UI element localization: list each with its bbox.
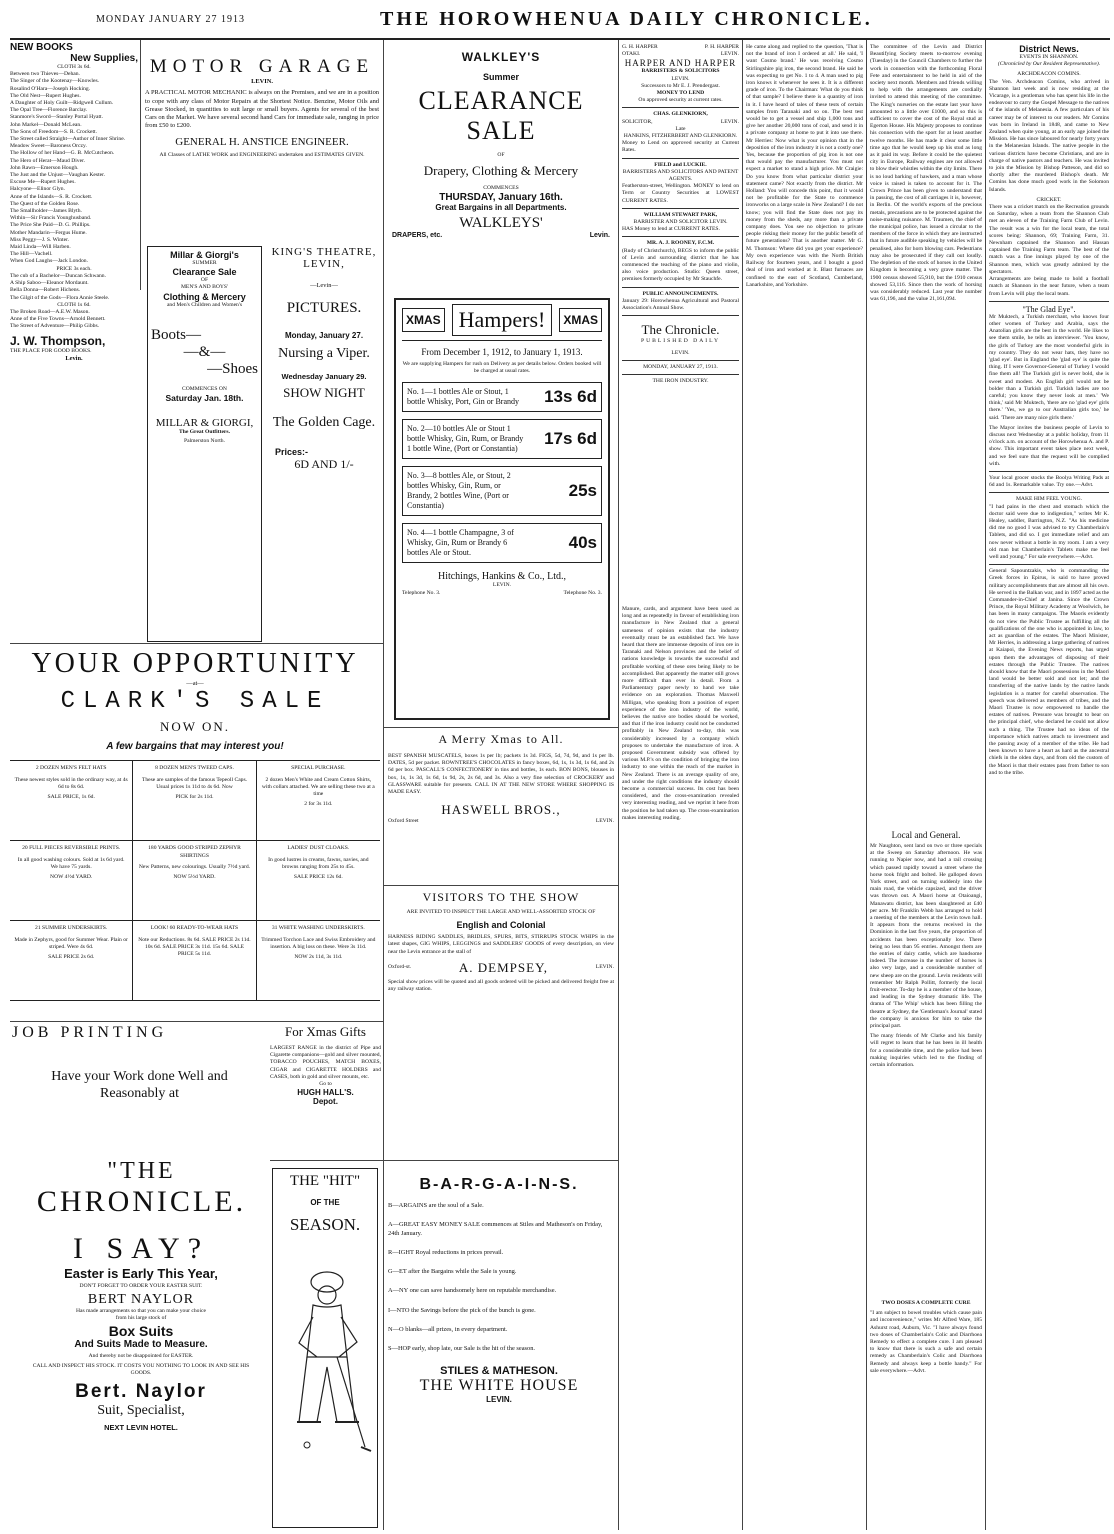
sale-item-body: In all good washing colours. Sold at 1s 6d yard. We have 75 yards. xyxy=(17,856,125,870)
professional-column xyxy=(622,44,739,604)
sale-item-body: Trimmed Torchon Lace and Swiss Embroidery and insertion. A big loss on these. Were 3s 11d. xyxy=(261,936,376,950)
local-title: Local and General. xyxy=(891,830,961,840)
new-books-ad xyxy=(10,42,138,362)
hamper-item xyxy=(402,419,602,459)
editorial-heading: THE IRON INDUSTRY. xyxy=(652,377,709,384)
job-printing-ad xyxy=(12,1024,267,1134)
naylor-call: CALL AND INSPECT HIS STOCK. IT COSTS YOU NOTHING TO LOOK IN AND SEE HIS GOODS. xyxy=(32,1362,250,1377)
bargains-title: B-A-R-G-A-I-N-S. xyxy=(419,1176,579,1193)
lucking-role: BARRISTERS AND SOLICITORS AND PATENT AGENTS. xyxy=(622,168,739,183)
book-title: A Ship Saboo—Eleanor Mordaunt. xyxy=(10,280,89,287)
local-body: The many friends of Mr Clarke and his family will regret to learn that he has been in ill health for a considerable time, and the police had been making inquiries which led to the finding of certain information. xyxy=(870,1033,982,1069)
hampers-tel: Telephone No. 3. xyxy=(563,589,602,596)
book-title: The Just and the Unjust—Vaughan Kester. xyxy=(10,172,106,179)
garage-body: A PRACTICAL MOTOR MECHANIC is always on the Premises, and we are in a position to cope with any class of Motor Repairs at the Shortest Notice. Benzine, Motor Oils and Grease Stocked, in quantities to suit large or small buyers. Agents for several of the best Cars on the Market. We have several second hand Cars for immediate sale, ranging in price from £50 to £200. xyxy=(145,89,379,130)
park-money: HAS Money to lend at CURRENT RATES. xyxy=(622,226,720,233)
merry-firm: HASWELL BROS., xyxy=(441,802,561,818)
book-title: The Hollow of her Hand—G. B. McCutcheon. xyxy=(10,150,115,157)
garage-town: LEVIN. xyxy=(251,78,273,85)
lucking-name: FIELD and LUCKIE. xyxy=(654,161,707,168)
theatre-pictures: PICTURES. xyxy=(286,300,362,317)
sale-item-body: In good lustres in creams, fawns, navies, and browns ranging from 25s to 45s. xyxy=(268,856,369,870)
book-title: The Opal Tree—Florence Barclay. xyxy=(10,107,88,114)
sale-item-head: SPECIAL PURCHASE. xyxy=(291,765,346,772)
visitors-body: HARNESS RIDING SADDLES, BRIDLES, SPURS, BITS, STIRRUPS STOCK WHIPS in the latest shapes, GIG WHIPS, LEGGINGS and SADDLERS' GOODS of every description, on view near the Levin entrance at the stall of xyxy=(388,934,614,955)
bargain-line: S—HOP early, shop late, our Sale is the hit of the season. xyxy=(388,1345,536,1353)
walkleys-name: WALKLEYS' xyxy=(459,215,543,232)
visitors-town: LEVIN. xyxy=(595,964,614,971)
walkleys-summer: Summer xyxy=(482,72,519,82)
masthead-rule xyxy=(10,38,1110,40)
sale-item-body: Note our Reductions. 8s 6d. SALE PRICE 2s 11d. 10s 6d. SALE PRICE 3s 11d. 15s 6d. SALE PRICE 5s 11d. xyxy=(138,936,251,957)
district-events: EVENTS IN SHANNON. xyxy=(1019,54,1079,60)
chronicle-name: CHRONICLE. xyxy=(36,1185,247,1218)
sale-item-head: 20 FULL PIECES REVERSIBLE PRINTS. xyxy=(22,845,121,852)
rooney-name: MR. A. J. ROONEY, F.C.M. xyxy=(646,240,715,247)
chronicle-the: "THE xyxy=(107,1158,176,1184)
divider xyxy=(384,885,618,886)
naylor-title: I SAY? xyxy=(72,1232,210,1265)
district-body: Mr Muktech, a Turkish merchant, who knows four other women of Turkey and Arabia, says the Anatolian girls are the best in the world. He likes to see them smile, he tells an interviewer. 'You know, the girls of Turkey are the most wonderful girls in my country. They do not wear hats, they have no 'glad eye'. But in England the 'glad eye' is quite the thing. If I were Governor-General of Turkey I would fine them all! The Turkish girl is never bold, she is sweet and modest. An English girl would not be bolder than a Turkish girl. Turkish ladies are too careful; you know they never look at men.' 'We think,' said Mr Muktech, 'there are no 'glad eye' girls there.' 'Yes, we go to our Australian girls too,' he said. 'There are many nice girls there.' xyxy=(989,313,1109,421)
harper-town: OTAKI. xyxy=(622,51,641,58)
visitors-ad xyxy=(388,890,614,1040)
merry-town: LEVIN. xyxy=(595,818,614,825)
merry-body: BEST SPANISH MUSCATELS, boxes 1s per lb; packets 1s 3d. FIGS, 5d, 7d, 9d, and 1s per lb. DATES, 5d per packet. ROWNTREE'S CHOCOLATES in fancy boxes, 6d, 1s, 1s 3d, 1s 6d, and 2s 6d per box. PASCALL'S CONFECTIONERY in tins and bottles, 1s each. BON BONS, blouses in box, 1s, 1s 3d, 1s 6d, 1s 9d, 2s, 2s 6d, and 3s. Also a very fine selection of CROCKERY and GLASSWARE suitable for presents. CALL IN AT THE NEW STORE WHERE SHOPPING IS MADE EASY. xyxy=(388,753,614,796)
walkleys-commences: COMMENCES xyxy=(483,185,519,192)
hampers-side: XMAS xyxy=(559,308,602,332)
garage-footer: All Classes of LATHE WORK and ENGINEERING undertaken and ESTIMATES GIVEN. xyxy=(159,151,365,158)
book-title: The Gilgit of the Gods—Flora Annie Steele. xyxy=(10,294,110,301)
editorial-text: He came along and replied to the question, 'That is not the brand of iron I ordered at all.' He said, 'I want Cosmo brand.' He was receiving Cosmo Stirlingshire pig iron, the second brand. He said he was expecting to get No. 1 to 4. A man used to pig iron knows it whenever he sees it. It is a different grade of iron. To the Chairman: What do you think of that sample? I believe there is a quantity of iron in it. I have heard of tales of these tests of certain samples from Taranaki and so on. The best test would be to get a vessel and ship 1,000 tons and give her another 20,000 tons of coal, and send it in a private company at home to put it into use there. Mr Herries: Now what is your opinion that in the deposition of the iron industry it is not a costly one? Yes, because the proportion of pig iron is not one that would pay the manufacturer. You must not expect a market to stand a high price. Mr Craigie: Do you know from what particular district your statement came? Not exactly from the district. Mr Holland: You will concede this point, that it would not be profitable for the State to commence ironworks on a large scale in New Zealand? I do not know; you will find the State does not pay its money from the sheds, any more than a private company does. You see no objection to private people risking their money for the public benefit of future generations? That is another matter. Mr G. M. Thomson: Where did you get your experience? My own experience was with the North British Railway for fourteen years, and I bought a good deal of iron and worked at it. Blast furnaces are confined to the east of Scotland, Cumberland, Lanarkshire, and Yorkshire. xyxy=(746,44,864,288)
book-list xyxy=(10,273,138,302)
district-sub: CRICKET. xyxy=(1036,196,1062,203)
harper-role: BARRISTERS & SOLICITORS xyxy=(641,68,720,75)
clarks-at: —at— xyxy=(186,680,204,687)
sale-item-price: NOW 2s 11d, 3s 11d. xyxy=(294,953,343,960)
harper-town: LEVIN. xyxy=(671,75,690,82)
theatre-film: Nursing a Viper. xyxy=(278,346,370,362)
seller-name: J. W. Thompson, xyxy=(10,333,106,348)
clarks-sale-ad xyxy=(10,648,380,1020)
theatre-date: Wednesday January 29. xyxy=(281,372,367,382)
district-sub: MAKE HIM FEEL YOUNG. xyxy=(1015,496,1083,503)
hamper-item xyxy=(402,466,602,516)
book-list xyxy=(10,309,138,331)
two-doses-body: "I am subject to bowel troubles which cause pain and inconvenience," writes Mr Alfred Ware, 185 Ashurst road, Auburn, Vic. "I have always found two doses of Chamberlain's Colic and Diarrhoea Remedy to effect a complete cure. I am pleased to know that there is such a safe and certain remedy as Chamberlain's Colic and Diarrhoea Remedy and always keep a bottle handy." For sale everywhere.—Advt. xyxy=(870,1310,982,1374)
mg-title: Millar & Giorgi's xyxy=(170,250,239,260)
col-rule xyxy=(618,40,619,1530)
district-body: The Ven. Archdeacon Comins, who arrived in Shannon last week and is now residing at the Vicarage, is a gentleman who has spent his life in the endeavour to carry the Gospel Message to the natives of the islands of Melanesia. A few particulars of his career may be of interest to our readers. Mr Comins was born in Ireland in 1848, and came to New Zealand when quite young, at an early age joined the Mission. He has since laboured for nearly forty years in the Melanesian Islands. The native people in the various districts have become Christians, and are in charge of native pastors and teachers. He was invited to join the Mission by Bishop Patteson, and did so shortly after the murdered Bishop's death. Mr Comins has done much good work in the Solomon Islands. xyxy=(989,78,1109,193)
col-rule xyxy=(140,40,141,290)
walkleys-goods: Drapery, Clothing & Mercery xyxy=(423,163,579,179)
sale-item-head: LADIES' DUST CLOAKS. xyxy=(287,845,350,852)
naylor-measure: And Suits Made to Measure. xyxy=(74,1338,208,1350)
price-label: CLOTH 1s 6d. xyxy=(57,301,91,308)
divider xyxy=(384,727,618,728)
lucking-addr: Featherston-street, Wellington. MONEY to lend on Term or Country Securities at LOWEST CURRENT RATES. xyxy=(622,183,739,204)
job-body: Have your Work done Well and Reasonably at xyxy=(51,1069,228,1101)
divider xyxy=(270,1160,618,1161)
harper-name: P. H. HARPER xyxy=(704,44,739,50)
harper-money: MONEY TO LEND xyxy=(656,90,705,97)
public-title: PUBLIC ANNOUNCEMENTS. xyxy=(642,290,719,297)
hamper-contents: No. 3—8 bottles Ale, or Stout, 2 bottles Whisky, Gin, Rum, or Brandy, 2 bottles Wine, (Port or Constantia) xyxy=(407,471,511,511)
golfer-illustration xyxy=(277,1247,373,1457)
district-sub: ARCHDEACON COMINS. xyxy=(1017,71,1081,78)
rooney-body: (Rudy of Christchurch), BEGS to inform the public of Levin and surrounding district that he has commenced the teaching of the piano and violin, also voice production. Studio: Queen street, premises formerly occupied by Mr Stauchfe. xyxy=(622,247,739,283)
district-body: Arrangements are being made to hold a football match at Shannon in the near future, when a team from Levin will play the local team. xyxy=(989,276,1109,297)
bargain-line: G—ET after the Bargains while the Sale is young. xyxy=(388,1268,517,1276)
gifts-depot: Depot. xyxy=(313,1097,338,1107)
sale-item-body: These are samples of the famous Tepeoll Caps. Usual prices 1s 11d to 4s 6d. Now xyxy=(141,776,248,790)
clarks-sale: CLARK'S SALE xyxy=(60,688,330,716)
book-title: The Sons of Freedom—S. R. Crockett. xyxy=(10,128,98,135)
sale-item-body: New Patterns, new colourings. Usually 7½d yard. xyxy=(138,863,251,870)
mg-shoes: —Shoes xyxy=(207,360,258,377)
editorial-text: The committee of the Levin and District Beautifying Society meets to-morrow evening (Tuesday) in the Council Chambers to further the work in connection with the forthcoming Floral Fete and entertainment to be held in aid of the society next month. Members and friends willing to help with the arrangements are cordially invited to attend this meeting of the committee. The King's nurseries on the estate last year have amounted to a little over £1000, and so this is sufficient to cover the cost of the Royal stud at Egerton House. His Majesty proposes to continue his connection with the sport for at least another twelve months. He has made it clear some little time ago that he would keep up his stud as long as it paid its way. Before it could be the quietest city in Europe, Railway engines are not allowed to blow their whistles within the city limits. There is no loud barking of hawkers, and a man whose voice is raised is taken to account for it. The Crown Prince has been given to understand that in passing, the cost of all carriages it is, however, in Berlin. Of the world's exports of the precious metals, precautions are to be protected against the noise-making nuisance. M. Traumen, the chief of the municipal police, has issued a circular to the members of the force in which they are instructed that in future audible speaking by vehicles will be penalised, also for horn blowing cars. Pedestrians may also be prosecuted if they call out loudly. The depletion of the stock of horses in the United Kingdom is becoming a very grave matter. The 1900 census showed 55,910, but the 1910 census showed 53,116. Since then the work of horsing was considerably reduced. Last year the number was 61,196, and the value 21,161,094. xyxy=(870,44,982,303)
hampers-ad xyxy=(394,298,610,720)
two-doses-ad xyxy=(870,1300,982,1530)
hit-ad xyxy=(272,1168,378,1528)
theatre-film: The Golden Cage. xyxy=(272,415,376,431)
harper-town: LEVIN. xyxy=(720,51,739,58)
naylor-specialist: Suit, Specialist, xyxy=(97,1403,185,1419)
sale-item xyxy=(257,761,380,841)
harper-successors: Successors to Mr E. J. Prendergast. xyxy=(641,82,720,89)
hamper-contents: No. 2—10 bottles Ale or Stout 1 bottle Whisky, Gin, Rum, or Brandy 1 bottle Wine, (Port or Constantia) xyxy=(407,424,524,454)
glen-late-firm: HANKINS, FITZHERBERT AND GLENKIORN. xyxy=(623,133,738,140)
xmas-gifts-ad xyxy=(270,1024,381,1156)
naylor-easter: Easter is Early This Year, xyxy=(64,1266,218,1281)
book-title: The Street of Adventure—Philip Gibbs. xyxy=(10,323,100,330)
theatre-date: Monday, January 27. xyxy=(284,331,364,341)
millar-giorgi-ad xyxy=(147,246,262,642)
book-title: The Singer of the Kootenay—Knowles. xyxy=(10,78,100,85)
sale-item-head: 2 DOZEN MEN'S FELT HATS xyxy=(35,765,107,772)
public-body: January 29: Horowhenua Agricultural and Pastoral Association's Annual Show. xyxy=(622,297,739,312)
visitors-footer: Special show prices will be quoted and all goods ordered will be picked and delivered freight free at any railway station. xyxy=(388,978,614,993)
sale-item-body: Made in Zephyrs, good for Summer Wear. Plain or striped. Were 4s 6d. xyxy=(14,936,128,950)
chronicle-sub: PUBLISHED DAILY xyxy=(640,338,720,345)
sale-item-head: LOOK! 60 READY-TO-WEAR HATS xyxy=(150,925,239,932)
hamper-price: 13s 6d xyxy=(544,387,597,407)
book-title: Halcyone—Elinor Glyn. xyxy=(10,186,65,193)
book-title: The Hill—Vachell. xyxy=(10,251,53,258)
masthead xyxy=(0,8,1114,38)
divider xyxy=(10,1021,383,1022)
book-title: John Markel—Donald McLean. xyxy=(10,121,82,128)
new-books-title: NEW BOOKS xyxy=(10,42,73,53)
book-title: The Price She Paid—D. G. Phillips. xyxy=(10,222,91,229)
bargain-line: A—GREAT EASY MONEY SALE commences at Stiles and Matheson's on Friday, 24th January. xyxy=(388,1221,603,1237)
chronicle-date: MONDAY, JANUARY 27, 1913. xyxy=(643,363,718,370)
walkleys-ad xyxy=(388,50,614,270)
book-title: The Street called Straight—Author of Inner Shrine. xyxy=(10,136,126,143)
book-title: Anne of the Islands—S. R. Crockett. xyxy=(10,193,93,200)
book-title: Between two Thieves—Dehan. xyxy=(10,71,80,78)
park-name: WILLIAM STEWART PARK, xyxy=(643,211,718,218)
book-title: Excuse Me—Rupert Hughes. xyxy=(10,179,76,186)
walkleys-date: THURSDAY, January 16th. xyxy=(439,192,563,204)
chronicle-nameplate: The Chronicle. xyxy=(641,322,720,338)
sale-item-head: 21 SUMMER UNDERSKIRTS. xyxy=(35,925,108,932)
mg-amp: —&— xyxy=(183,343,226,360)
price-label: CLOTH 3s 6d. xyxy=(57,64,91,70)
book-title: Meadow Sweet—Baroness Orczy. xyxy=(10,143,87,150)
book-title: Stanmore's Sword—Stanley Portal Hyatt. xyxy=(10,114,103,121)
harper-security: On approved security at current rates. xyxy=(638,97,723,104)
local-body: Mr Naughton, sent land on two or three specials at the Sweep on Saturday afternoon. He was running to Napier now, and had a rail crossing which passed rapidly toward a street where the horse took fright and bolted. He galloped down York street, and on turning suddenly into the main road, the vehicle capsized, and the driver was thrown out. A Maori horse at Otaioangi, Manawatu district, has been slaughtered at £40 per acre. Mr Franklin Webb has arranged to hold a meeting of the members at the Levin town hall. It appears from the returns received in the Dominion in the last five years, the proportion of accidents has been exceptionally low. There being no less than 95 entries. Amongst them are the entries of dairy cattle, which are handsome indeed. The increase in the number of horses is also very large, and a considerable number of new sheep are on the ground. Levin residents will remember Mr Ralph Pollitt, formerly the local fruit-erector. To-day he is a member of the house, and leading in the Sydney dramatic life. The drama of 'The Whip' which has been filling the theatre at Sydney, the 'Gentleman's Journal' stated the company is anxious for him to take the principal part. xyxy=(870,843,982,1030)
naylor-address: NEXT LEVIN HOTEL. xyxy=(104,1423,178,1433)
book-title: The Old Nest—Rupert Hughes. xyxy=(10,92,81,99)
visitors-title: VISITORS TO THE SHOW xyxy=(422,890,580,904)
book-title: The Broken Road—A.E.W. Mason. xyxy=(10,308,90,315)
sale-item-price: SALE PRICE 2s 6d. xyxy=(48,953,95,960)
book-title: The cub of a Bachelor—Duncan Schwann. xyxy=(10,272,106,279)
sale-item-body: These newest styles sold in the ordinary way, at 4s 6d to 8s 6d. xyxy=(14,776,128,790)
book-title: Bella Donna—Robert Hichens. xyxy=(10,287,81,294)
hampers-note: We are supplying Hampers for rush on Delivery as per details below. Orders booked will be charged at usual rates. xyxy=(402,361,602,375)
hampers-firm: Hitchings, Hankins & Co., Ltd., xyxy=(437,571,567,583)
theatre-title: KING'S THEATRE, LEVIN, xyxy=(271,246,377,270)
book-title: The Hero of Herat—Maud Diver. xyxy=(10,157,86,164)
park-role: BARRISTER AND SOLICITOR LEVIN. xyxy=(633,219,728,226)
gifts-firm: HUGH HALL'S. xyxy=(297,1088,354,1098)
glen-late: Late xyxy=(675,125,686,132)
merry-xmas-ad xyxy=(388,732,614,882)
garage-owner: GENERAL H. ANSTICE ENGINEER. xyxy=(175,135,349,148)
hampers-dates: From December 1, 1912, to January 1, 1913. xyxy=(421,347,583,357)
clarks-grid xyxy=(10,760,380,1001)
hamper-price: 40s xyxy=(568,533,597,553)
hampers-title: Hampers! xyxy=(452,304,553,336)
sale-item xyxy=(133,841,256,921)
col-rule xyxy=(985,40,986,1530)
editorial-text: General Sapountzakis, who is commanding the Greek forces in Epirus, is said to have proved military accomplishments that are almost all his own. He served in the Balkan war, and in 1897 acted as the Commander-in-Chief at Janina. Since the Crown Prince, the Royal Military Academy at Woolwich, he has been in many campaigns. The Maoris evidently do not view the Public Trustee as fulfilling all the qualifications of the one who is appointed in law, to act as guardian of the estates. The Maori Minister, Mr Herries, in addressing a large gathering of natives at Kaiapoi, the Evening News reports, has urged upon them the advantages of disposing of their estates through the Public Trustee. The natives should know that the Maori possessions in the Maori land would be better sold and not let; and the transferring of the native lands by the native lands legislation is a matter for careful observation. The speech was delivered as members of tribes, and the Maori Trustee is now empowered to handle the estates of natives. Pressure was brought to bear on the principal chief, who declared he could not allow such a thing. The Trustee had no ideas of the importance which natives attach to investment and the passing away of a member of the tribe. He had been known to have a heart as hard as the ancestral chiefs in the olden days, and from old the custom of the Maori is that their estates pass from father to son and to the tribe. xyxy=(989,568,1110,776)
book-title: John Rawn—Emerson Hough. xyxy=(10,164,79,171)
divider xyxy=(10,643,383,644)
glen-name: CHAS. GLENKIORN, xyxy=(653,111,708,118)
bargains-list xyxy=(388,1202,610,1354)
local-general xyxy=(870,830,982,1290)
mg-men: MEN'S AND BOYS' xyxy=(180,284,229,291)
district-title: District News. xyxy=(1019,44,1079,54)
hamper-contents: No. 4—1 bottle Champagne, 3 of Whisky, Gin, Rum or Brandy 6 bottles Ale or Stout. xyxy=(407,528,514,558)
harper-firm: HARPER AND HARPER xyxy=(624,58,737,69)
glen-town: LEVIN. xyxy=(720,118,739,125)
bargain-line: N—O blanks—all prizes, in every department. xyxy=(388,1326,508,1334)
sale-item-price: SALE PRICE 12s 6d. xyxy=(293,873,343,880)
district-body: The Mayor invites the business people of Levin to discuss next Wednesday at a public holiday, from 11 o'clock a.m. on account of the Horowhenua A. and P. show. This important event takes place next week, and we feel sure that the request will be complied with. xyxy=(989,424,1109,467)
book-title: The Smallholder—James Blyth. xyxy=(10,208,82,215)
book-title: When God Laughs—Jack London. xyxy=(10,258,88,265)
book-title: Mother Mandarin—Fergus Hume. xyxy=(10,229,87,236)
book-title: Rosalind O'Hara—Joseph Hocking. xyxy=(10,85,91,92)
mg-boots: Boots— xyxy=(151,326,202,343)
masthead-date: MONDAY JANUARY 27 1913 xyxy=(96,14,245,25)
mg-clothing: Clothing & Mercery xyxy=(163,291,246,302)
masthead-title: THE HOROWHENUA DAILY CHRONICLE. xyxy=(380,8,873,30)
book-title: Maid Linda—Will Harben. xyxy=(10,244,71,251)
theatre-show: SHOW NIGHT xyxy=(283,385,365,401)
district-body: There was a cricket match on the Recreation grounds on Saturday, when a team from the Shannon Club met an eleven of the Training Farm Club of Levin. The result was a win for the local team, the total scores being: Shannon, 69; Training Farm, 31. Newnham captained the Shannon and Hassan captained the Training Farm team. The best of the match was a fine innings played by one of the Shannon men, which was greatly admired by the spectators. xyxy=(989,204,1109,275)
gifts-title: For Xmas Gifts xyxy=(285,1024,366,1039)
gifts-body: LARGEST RANGE in the district of Pipe and Cigarette companions—gold and silver mounted, TOBACCO POUCHES, MATCH BOXES, CIGAR and CIGARETTE HOLDERS and CASES, both in gold and silver mounts, etc. xyxy=(270,1045,381,1080)
naylor-dont: DON'T FORGET TO ORDER YOUR EASTER SUIT. xyxy=(79,1283,203,1289)
theatre-prices-label: Prices:- xyxy=(275,447,309,458)
walkleys-sale: CLEARANCE SALE xyxy=(418,86,584,145)
hit-of: OF THE xyxy=(310,1198,340,1207)
bargains-town: LEVIN. xyxy=(486,1394,512,1404)
mg-firm: MILLAR & GIORGI, xyxy=(155,417,254,430)
motor-garage-ad xyxy=(145,56,379,238)
sale-item-price: SALE PRICE, 1s 6d. xyxy=(47,793,95,800)
district-sub: "The Glad Eye". xyxy=(1022,304,1076,314)
seller-town: Levin. xyxy=(65,354,83,362)
col-rule xyxy=(866,40,867,1530)
sale-item xyxy=(257,921,380,1001)
merry-street: Oxford Street xyxy=(388,818,419,825)
theatre-sub: —Levin— xyxy=(310,282,338,289)
book-title: Anne of the Five Towns—Arnold Bennett. xyxy=(10,316,106,323)
sale-item xyxy=(10,921,133,1001)
sale-item-price: PICK for 2s 11d. xyxy=(175,793,214,800)
glen-money: Money to Lend on approved security at Current Rates. xyxy=(622,140,739,154)
hamper-item xyxy=(402,523,602,563)
gifts-go: Go to xyxy=(319,1081,332,1088)
hampers-tel: Telephone No. 3. xyxy=(402,589,441,596)
sale-item xyxy=(257,841,380,921)
job-title: JOB PRINTING xyxy=(12,1024,168,1041)
hampers-town: LEVIN. xyxy=(492,582,512,589)
hampers-side: XMAS xyxy=(402,308,445,332)
visitors-firm: A. DEMPSEY, xyxy=(458,959,549,975)
walkleys-trade: DRAPERS, etc. xyxy=(392,232,443,240)
hamper-item xyxy=(402,382,602,412)
naylor-ad xyxy=(12,1232,270,1532)
district-advt: Your local grocer stocks the Boolya Writing Pads at 6d and 1s. Remarkable value. Try one.—Advt. xyxy=(989,474,1109,489)
hamper-contents: No. 1—1 bottles Ale or Stout, 1 bottle Whisky, Port, Gin or Brandy xyxy=(407,387,519,407)
sale-item xyxy=(133,761,256,841)
bargain-line: B—ARGAINS are the soul of a Sale. xyxy=(388,1202,484,1209)
sale-item-price: 2 for 3s 11d. xyxy=(304,801,333,808)
sale-item-price: NOW 4½d YARD. xyxy=(50,873,93,880)
mg-line: SUMMER xyxy=(192,260,217,266)
naylor-arranged: Has made arrangements so that you can make your choice xyxy=(75,1308,206,1315)
col-rule xyxy=(742,40,743,1530)
mg-date: Saturday Jan. 18th. xyxy=(165,393,244,404)
walkleys-bargains: Great Bargains in all Departments. xyxy=(435,203,567,213)
sale-item-head: 180 YARDS GOOD STRIPED ZEPHYR SHIRTINGS xyxy=(148,845,241,859)
merry-title: A Merry Xmas to All. xyxy=(438,732,564,746)
walkleys-of: OF xyxy=(497,152,505,158)
mg-outfitters: The Great Outfitters. xyxy=(178,429,230,436)
visitors-stock: English and Colonial xyxy=(456,920,546,931)
hamper-price: 17s 6d xyxy=(544,429,597,449)
bargains-firm: STILES & MATHESON. xyxy=(440,1364,558,1377)
visitors-street: Oxford-st. xyxy=(388,964,412,971)
sale-item xyxy=(133,921,256,1001)
bargain-line: A—NY one can save handsomely here on reputable merchandise. xyxy=(388,1287,557,1295)
bargain-line: I—NTO the Savings before the pick of the bunch is gone. xyxy=(388,1306,536,1314)
district-body: "I had pains in the chest and stomach which the doctor said were due to indigestion," writes Mr K. Healey, saddler, Barrington, N.Z. "As his medicine did me no good I was advised to try Chamberlain's Tablets, and did so. I got immediate relief and am now never without a bottle in my room. I am a very old man but Chamberlain's Tablets make me feel well and young." For sale everywhere.—Advt. xyxy=(989,503,1109,560)
naylor-nodisappoint: And thereby not be disappointed for EASTER. xyxy=(88,1352,194,1359)
bargains-ad xyxy=(382,1176,616,1496)
editorial-text: Manure, cards, and argument have been used as long and as repeatedly in favour of establishing iron manufacture in New Zealand that a general sameness of opinion exists that the industry eventually must be an established fact. We have heard that there are immense deposits of iron ore in Taranaki and Nelson provinces and the belief of nations knowledge is towards the successful and profitable working of these ores being likely to be accomplished. But apparently the matter still grows more difficult than ever in detail. From a Parliamentary paper newly to hand we take evidence on an exploration. Thomas Maxwell Milligan, who speaking from a position of expert experience of the iron industry of the world, believes the native ore bodies should be worked, and that if the iron industry could not be conducted profitably in New Zealand to-day, this was considerably increased by a company which proposes to undertake the manufacture of iron. A proposed Government subsidy was offered by various M.P.'s on the condition of bringing the iron industry to one within the reach of the market in New Zealand. There is an average quality of ore, and under the right conditions the industry should become a commercial success. Its cost has been considered, and the cross-examination revealed very interesting reading, and we reprint it here from the position he had taken up. The cross-examination makes interesting reading. xyxy=(622,606,739,821)
book-title: Miss Peggy—J. S. Winter. xyxy=(10,236,70,243)
bargain-line: R—IGHT Royal reductions in prices prevail. xyxy=(388,1248,504,1256)
garage-title: MOTOR GARAGE xyxy=(149,56,375,77)
district-news xyxy=(989,44,1109,1532)
book-title: The Quest of the Golden Rose. xyxy=(10,200,80,207)
naylor-name: BERT NAYLOR xyxy=(87,1292,195,1308)
mg-place: Palmerston North. xyxy=(183,438,226,445)
chronicle-town: LEVIN. xyxy=(671,349,690,356)
hit-the: THE "HIT" xyxy=(289,1173,361,1189)
naylor-firm: Bert. Naylor xyxy=(75,1381,207,1403)
book-list xyxy=(10,71,138,265)
book-title: Within—Sir Francis Younghusband. xyxy=(10,215,92,222)
kings-theatre-ad xyxy=(267,246,381,642)
bargains-store: THE WHITE HOUSE xyxy=(419,1376,579,1394)
new-books-subtitle: New Supplies, xyxy=(70,53,138,64)
price-label: PRICE 3s each. xyxy=(56,265,92,272)
theatre-prices: 6D AND 1/- xyxy=(294,457,354,472)
sale-item-price: NOW 5½d YARD. xyxy=(173,873,216,880)
visitors-invite: ARE INVITED TO INSPECT THE LARGE AND WELL-ASSORTED STOCK OF xyxy=(406,909,596,915)
hamper-list xyxy=(402,382,602,563)
mg-of: OF xyxy=(200,277,209,284)
two-doses-title: TWO DOSES A COMPLETE CURE xyxy=(881,1300,971,1306)
sale-item-head: 8 DOZEN MEN'S TWEED CAPS. xyxy=(155,765,234,772)
clarks-bargains: A few bargains that may interest you! xyxy=(106,741,284,753)
sale-item-head: 31 WHITE WASHING UNDERSKIRTS. xyxy=(271,925,365,932)
walkleys-town: Levin. xyxy=(589,232,610,240)
clarks-now: NOW ON. xyxy=(159,719,231,735)
hamper-price: 25s xyxy=(568,481,597,501)
harper-name: G. H. HARPER xyxy=(622,44,658,50)
mg-sale: Clearance Sale xyxy=(172,267,237,278)
walkleys-title: WALKLEY'S xyxy=(461,50,541,64)
seller-tagline: THE PLACE FOR GOOD BOOKS. xyxy=(10,347,92,354)
sale-item xyxy=(10,841,133,921)
naylor-box: Box Suits xyxy=(108,1322,174,1339)
chronicle-ad xyxy=(14,1158,269,1228)
naylor-from: from his large stock of xyxy=(115,1315,167,1322)
clarks-title: YOUR OPPORTUNITY xyxy=(31,648,359,679)
mg-commences: COMMENCES ON xyxy=(182,385,227,392)
book-title: A Daughter of Holy Guilt—Ridgwell Cullum. xyxy=(10,100,114,107)
mg-and: and Men's Children and Women's xyxy=(166,301,243,308)
district-byline: (Chronicled by Our Resident Representative). xyxy=(997,61,1101,68)
sale-item-body: 2 dozen Men's White and Cream Cotton Shirts, with collars attached. We are selling these two at a time xyxy=(261,776,375,797)
glen-role: SOLICITOR, xyxy=(622,118,653,125)
hit-season: SEASON. xyxy=(289,1215,361,1234)
sale-item xyxy=(10,761,133,841)
